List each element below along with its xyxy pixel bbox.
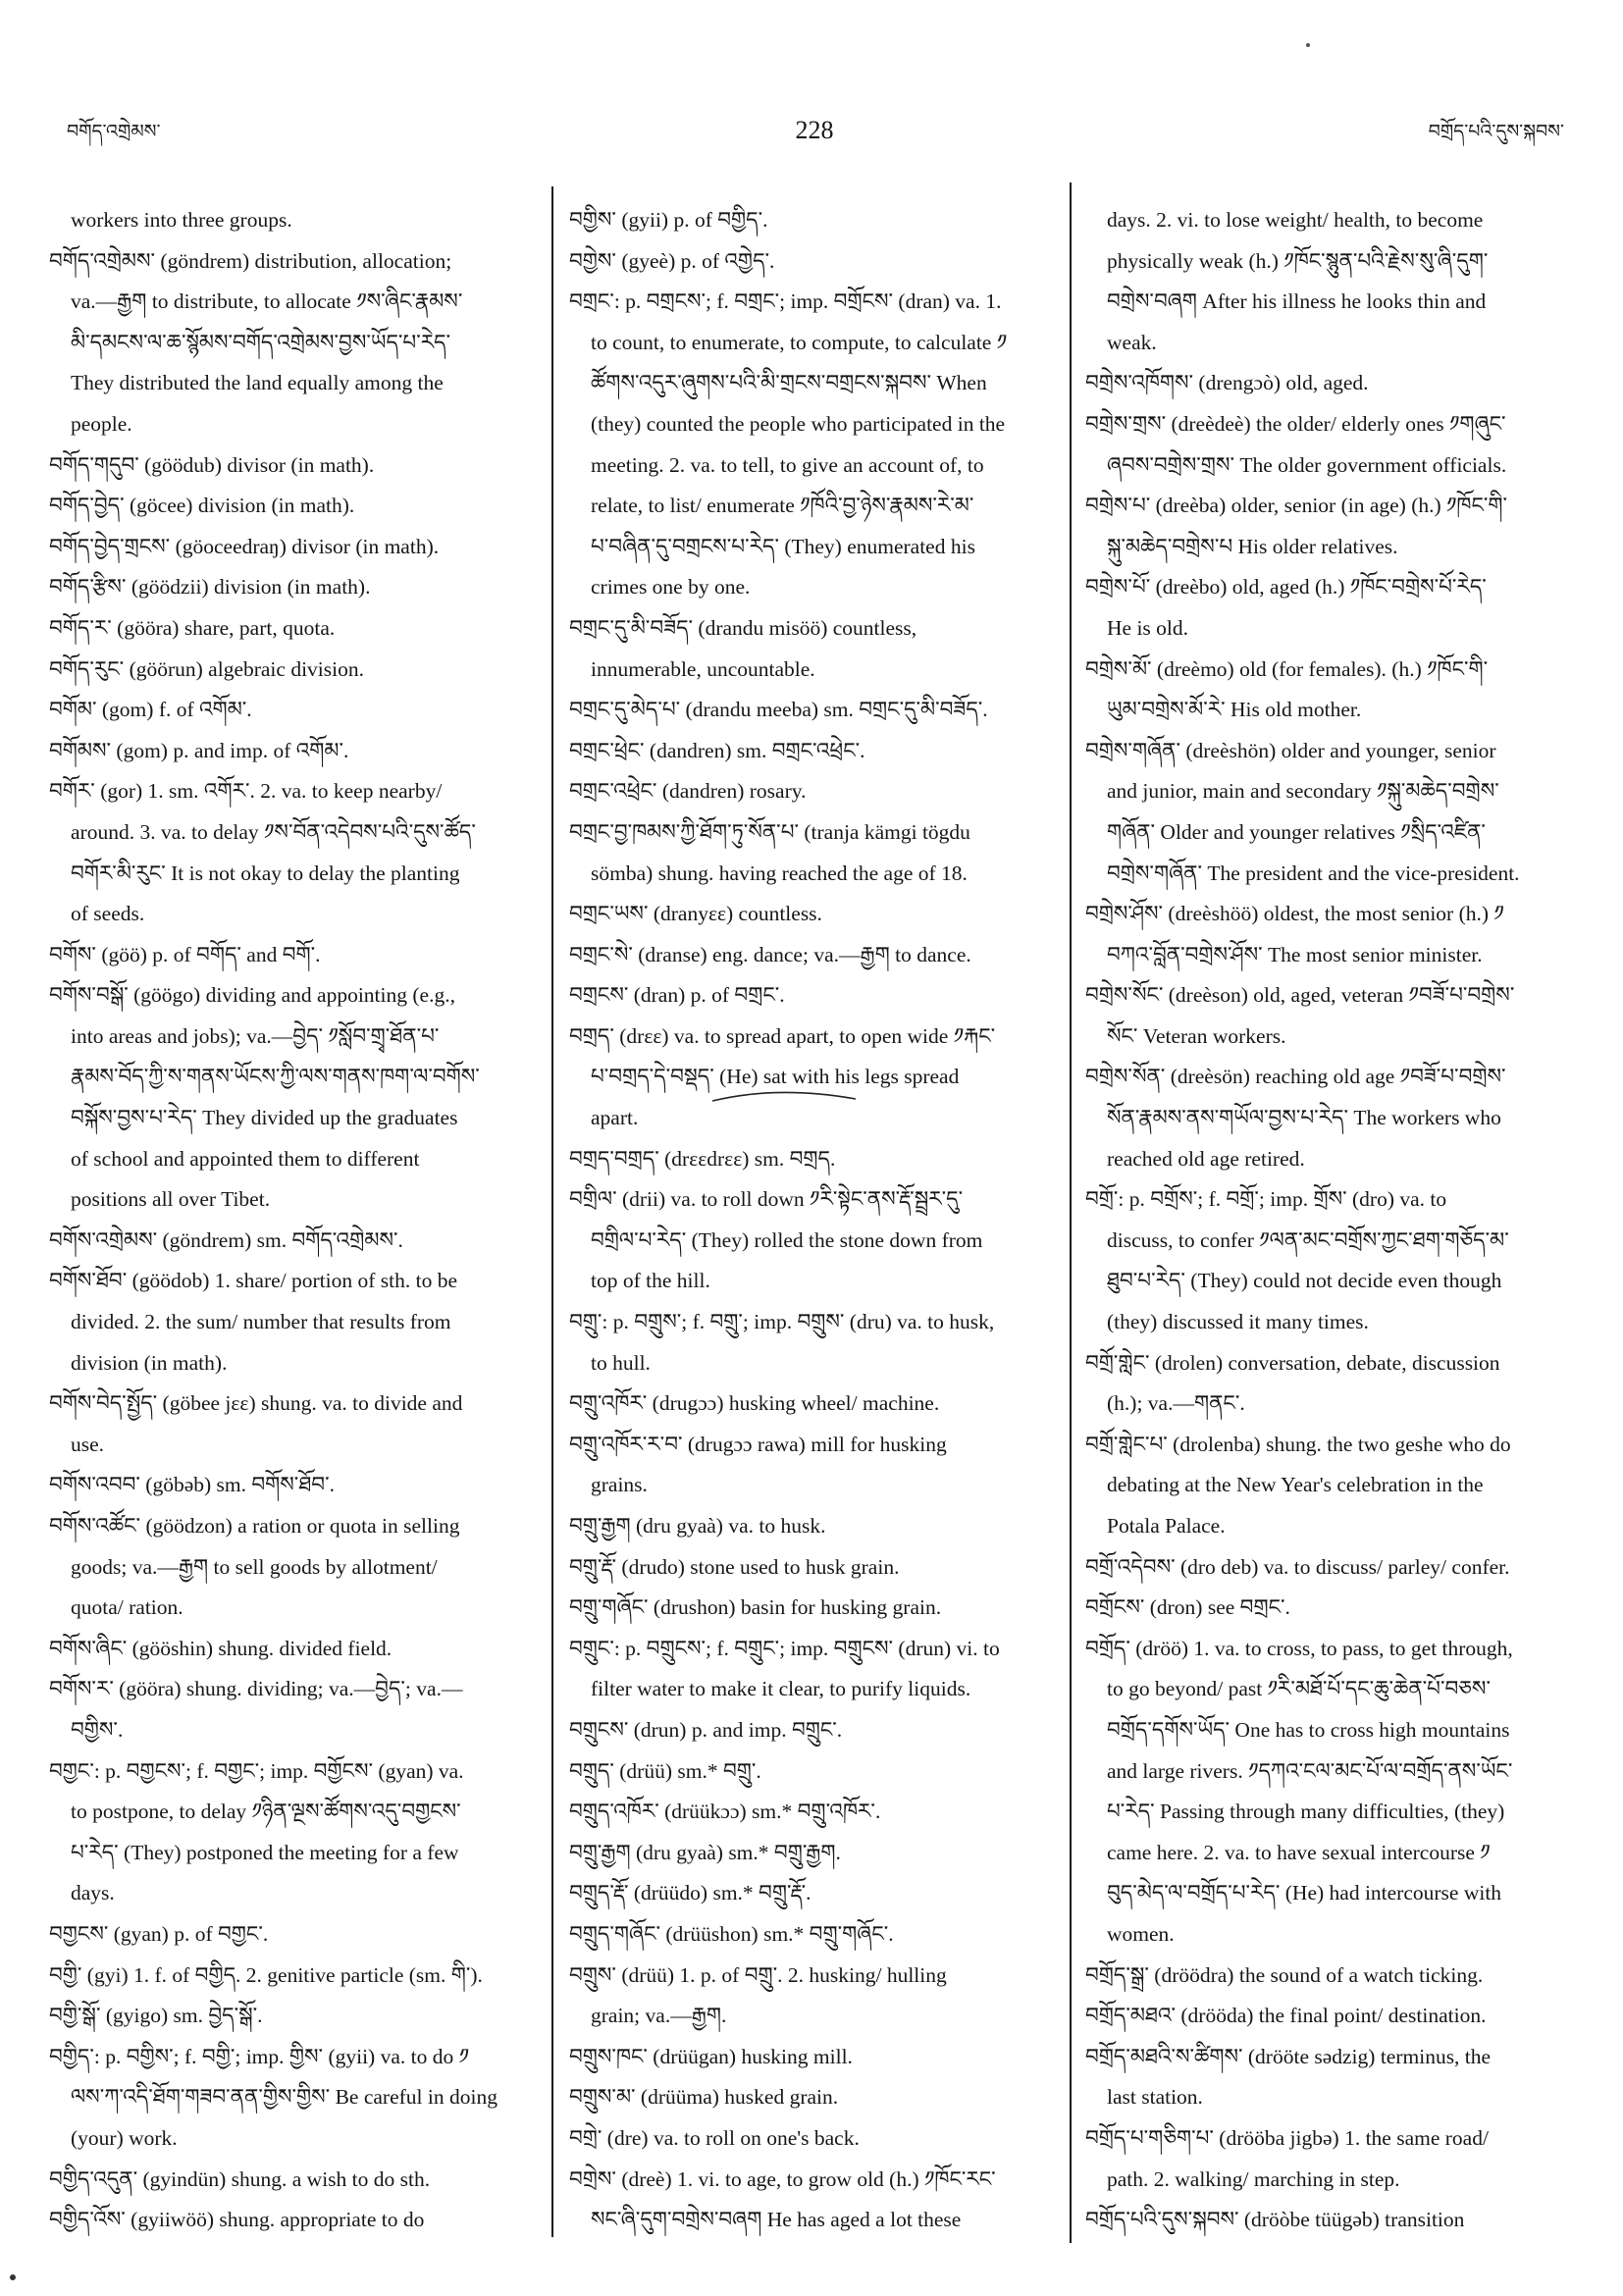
entry-line: ཡུམ་བགྲེས་མོ་རེ་ His old mother. — [1107, 698, 1362, 722]
entry-line: སྐུ་མཆེད་བགྲེས་པ His older relatives. — [1107, 534, 1398, 558]
entry-line: བགྲང་: p. བགྲངས་; f. བགྲང་; imp. བགྲོངས་ (dran) va. 1. — [569, 289, 1002, 314]
entry-line: (they) discussed it many times. — [1107, 1310, 1369, 1334]
entry-line: བགོས་འབབ་ (göbəb) sm. བགོས་ཐོབ་. — [49, 1473, 335, 1497]
entry-line: བགོད་རུང་ (göörun) algebraic division. — [49, 656, 364, 681]
entry-line: came here. 2. va. to have sexual intercourse ༡ — [1107, 1840, 1491, 1864]
entry-line: བགོས་བེད་སྤྱོད་ (göbee jɛɛ) shung. va. to divide and — [49, 1391, 463, 1416]
entry-line: བགྲུ་རྡོ་ (drudo) stone used to husk grain. — [569, 1554, 900, 1579]
entry-line: བགྲུངས་ (drun) p. and imp. བགྲུང་. — [569, 1717, 843, 1742]
entry-line: བགྱི་ (gyi) 1. f. of བགྱིད. 2. genitive particle (sm. གི་). — [49, 1962, 483, 1987]
entry-line: use. — [71, 1432, 105, 1456]
entry-line: པ་བགྲད་དེ་བསྡད་ (He) sat with his legs spread — [591, 1065, 960, 1089]
entry-line: ཚོགས་འདུར་ཞུགས་པའི་མི་གྲངས་བགྲངས་སྐབས་ When — [591, 371, 987, 395]
entry-line: བགྲེས་གྲས་ (dreèdeè) the older/ elderly ones ༡གཞུང་ — [1085, 411, 1506, 436]
entry-line: of seeds. — [71, 902, 145, 926]
entry-line: བགྱིད་: p. བགྱིས་; f. བགྱི་; imp. གྱིས་ (gyii) va. to do ༡ — [49, 2044, 470, 2068]
entry-line: བགྲིལ་པ་རེད་ (They) rolled the stone down from — [591, 1227, 983, 1252]
entry-line: བགྲོད་དགོས་ཡོད་ One has to cross high mountains — [1107, 1717, 1510, 1742]
entry-line: debating at the New Year's celebration in the — [1107, 1473, 1484, 1497]
entry-line: བགོད་གདུབ་ (göödub) divisor (in math). — [49, 452, 375, 477]
entry-line: བཀའ་བློན་བགྲེས་ཤོས་ The most senior minister. — [1107, 942, 1483, 966]
entry-line: བགྲང་འཕྲེང་ (dandren) rosary. — [569, 779, 807, 804]
entry-line: བགྲུས་ (drüü) 1. p. of བགྲུ་. 2. husking/ hulling — [569, 1962, 947, 1987]
entry-line: བགྲང་ཕྲེང་ (dandren) sm. བགྲང་འཕྲེང་. — [569, 738, 865, 762]
entry-line: ལས་ཀ་འདི་ཐོག་གཟབ་ནན་གྱིས་གྱིས་ Be careful in doing — [71, 2085, 497, 2110]
entry-line: into areas and jobs); va.—བྱེད་ ༡སློབ་གྲྭ་ཐོན་པ་ — [71, 1023, 440, 1048]
entry-line: བགྲོད་པའི་དུས་སྐབས་ (dröòbe tüügəb) transition — [1085, 2208, 1465, 2232]
entry-line: བསྐོས་བྱས་པ་རེད་ They divided up the graduates — [71, 1106, 458, 1130]
entry-line: to count, to enumerate, to compute, to calculate ༡ — [591, 330, 1008, 354]
entry-line: innumerable, uncountable. — [591, 656, 815, 681]
entry-line: divided. 2. the sum/ number that results from — [71, 1310, 451, 1334]
entry-line: བགྲུད་ (drüü) sm.* བགྲུ་. — [569, 1758, 761, 1783]
entry-line: བགྲངས་ (dran) p. of བགྲང་. — [569, 983, 785, 1008]
entry-line: goods; va.—རྒྱག to sell goods by allotment/ — [71, 1554, 438, 1579]
entry-line: བགྲུ་གཞོང་ (drushon) basin for husking grain. — [569, 1595, 942, 1620]
entry-line: བགྲེས་བཞག After his illness he looks thin and — [1107, 289, 1487, 314]
entry-line: བགྲང་དུ་མེད་པ་ (drandu meeba) sm. བགྲང་དུ་མི་བཟོད་. — [569, 698, 988, 722]
column-middle — [569, 200, 1070, 2241]
entry-line: བགོད་བྱེད་གྲངས་ (göoceedraŋ) divisor (in math). — [49, 534, 440, 558]
entry-line: days. 2. vi. to lose weight/ health, to become — [1107, 208, 1484, 232]
entry-line: བགོད་བྱེད་ (göcee) division (in math). — [49, 494, 355, 518]
entry-line: བགྲོ་གླེང་པ་ (drolenba) shung. the two geshe who do — [1085, 1432, 1511, 1456]
entry-line: བགྲུད་འཁོར་ (drüükɔɔ) sm.* བགྲུ་འཁོར་. — [569, 1800, 881, 1824]
entry-line: པ་བཞིན་དུ་བགྲངས་པ་རེད་ (They) enumerated his — [591, 534, 975, 558]
entry-line: གཞོན་ Older and younger relatives ༡སྲིད་འཛིན་ — [1107, 819, 1486, 844]
entry-line: They distributed the land equally among the — [71, 371, 444, 395]
entry-line: བུད་མེད་ལ་བགྲོད་པ་རེད་ (He) had intercourse with — [1107, 1881, 1502, 1905]
entry-line: and large rivers. ༡དཀའ་ངལ་མང་པོ་ལ་བགྲོད་ནས་ཡོང་ — [1107, 1758, 1513, 1783]
entry-line: apart. — [591, 1106, 639, 1130]
entry-line: (h.); va.—གནང་. — [1107, 1391, 1245, 1416]
entry-line: བགྲད་བགྲད་ (drɛɛdrɛɛ) sm. བགྲད. — [569, 1146, 836, 1171]
entry-line: (they) counted the people who participated in the — [591, 411, 1006, 436]
entry-line: division (in math). — [71, 1350, 228, 1375]
entry-line: He is old. — [1107, 615, 1189, 640]
entry-line: པ་རེད་ Passing through many difficulties, (they) — [1107, 1800, 1505, 1824]
running-head-left: བགོད་འགྲེམས་ — [67, 121, 161, 142]
entry-line: རྣམས་བོད་ཀྱི་ས་གནས་ཡོངས་ཀྱི་ལས་གནས་ཁག་ལ་བགོས་ — [71, 1065, 480, 1089]
entry-line: བགོས་ཐོབ་ (göödob) 1. share/ portion of sth. to be — [49, 1269, 458, 1293]
entry-line: བགྲུས་ཁང་ (drüügan) husking mill. — [569, 2044, 853, 2068]
entry-line: བགོམ་ (gom) f. of འགོམ་. — [49, 698, 252, 722]
entry-line: path. 2. walking/ marching in step. — [1107, 2166, 1400, 2191]
entry-line: བགྱེས་ (gyeè) p. of འགྱེད་. — [569, 248, 775, 273]
entry-line: བགྱིས་. — [71, 1717, 124, 1742]
entry-line: བགྲོ་འདེབས་ (dro deb) va. to discuss/ parley/ confer. — [1085, 1554, 1510, 1579]
entry-line: བགྲོད་སྒྲ་ (dröödra) the sound of a watch ticking. — [1085, 1962, 1484, 1987]
entry-line: quota/ ration. — [71, 1595, 183, 1620]
entry-line: བགྱིད་འདུན་ (gyindün) shung. a wish to do sth. — [49, 2166, 431, 2191]
entry-line: བགྲིལ་ (drii) va. to roll down ༡རི་སྟེང་ནས་རྡོ་སྦྲར་དུ་ — [569, 1187, 964, 1212]
entry-line: བགྱིད་འོས་ (gyiiwöö) shung. appropriate to do — [49, 2208, 425, 2232]
entry-line: བགོས་ཞིང་ (gööshin) shung. divided field. — [49, 1636, 393, 1660]
entry-line: བགྲུ་རྒྱག (dru gyaà) sm.* བགྲུ་རྒྱག. — [569, 1840, 841, 1864]
entry-line: བགྲེས་པོ་ (dreèbo) old, aged (h.) ༡ཁོང་བགྲེས་པོ་རེད་ — [1085, 575, 1487, 600]
entry-line: པ་རེད་ (They) postponed the meeting for a few — [71, 1840, 459, 1864]
entry-line: བགྲེས་པ་ (dreèba) older, senior (in age) (h.) ༡ཁོང་གི་ — [1085, 494, 1508, 518]
entry-line: བགྲོངས་ (dron) see བགྲང་. — [1085, 1595, 1290, 1620]
entry-line: བགྱང་: p. བགྱངས་; f. བགྱང་; imp. བགྱོངས་ (gyan) va. — [49, 1758, 464, 1783]
entry-line: people. — [71, 411, 132, 436]
entry-line: meeting. 2. va. to tell, to give an account of, to — [591, 452, 984, 477]
entry-line: of school and appointed them to different — [71, 1146, 420, 1171]
entry-line: བགོས་འཚོང་ (göödzon) a ration or quota in selling — [49, 1514, 460, 1538]
entry-line: བགྲོ་གླེང་ (drolen) conversation, debate, discussion — [1085, 1350, 1500, 1375]
entry-line: discuss, to confer ༡ལན་མང་བགྲོས་ཀྱང་ཐག་གཅོད་མ་ — [1107, 1227, 1509, 1252]
entry-line: བགྲང་ཡས་ (dranyɛɛ) countless. — [569, 902, 822, 926]
entry-line: སོན་རྣམས་ནས་གཡོལ་བྱས་པ་རེད་ The workers who — [1107, 1106, 1501, 1130]
entry-line: བགྲོ་: p. བགྲོས་; f. བགྲོ་; imp. གྲོས་ (dro) va. to — [1085, 1187, 1447, 1212]
entry-line: ཞབས་བགྲེས་གྲས་ The older government officials. — [1107, 452, 1507, 477]
entry-line: relate, to list/ enumerate ༡ཁོའི་བྱ་ཉེས་རྣམས་རེ་མ་ — [591, 494, 974, 518]
entry-line: last station. — [1107, 2085, 1203, 2110]
entry-line: around. 3. va. to delay ༡ས་བོན་འདེབས་པའི་དུས་ཚོད་ — [71, 819, 476, 844]
entry-line: བགྱངས་ (gyan) p. of བགྱང་. — [49, 1921, 269, 1946]
entry-line: བགྲོད་པ་གཅིག་པ་ (drööba jigbə) 1. the same road/ — [1085, 2125, 1489, 2150]
entry-line: grains. — [591, 1473, 648, 1497]
entry-line: བགོས་འགྲེམས་ (göndrem) sm. བགོད་འགྲེམས་. — [49, 1227, 403, 1252]
entry-line: བགོས་ (göö) p. of བགོད་ and བགོ་. — [49, 942, 321, 966]
entry-line: སོང་ Veteran workers. — [1107, 1023, 1286, 1048]
handwritten-underline — [708, 1087, 865, 1107]
entry-line: བགྲེས་ཤོས་ (dreèshöö) oldest, the most senior (h.) ༡ — [1085, 902, 1504, 926]
entry-line: grain; va.—རྒྱག. — [591, 2004, 727, 2028]
entry-line: བགོར་མི་རུང་ It is not okay to delay the planting — [71, 861, 460, 885]
entry-line: བགོམས་ (gom) p. and imp. of འགོམ་. — [49, 738, 349, 762]
entry-line: reached old age retired. — [1107, 1146, 1305, 1171]
entry-line: བགྲུས་མ་ (drüüma) husked grain. — [569, 2085, 839, 2110]
entry-line: བགྲོད་མཐའ་ (drööda) the final point/ destination. — [1085, 2004, 1487, 2028]
entry-line: and junior, main and secondary ༡སྐུ་མཆེད་བགྲེས་ — [1107, 779, 1499, 804]
entry-line: བགྲུ་: p. བགྲུས་; f. བགྲུ་; imp. བགྲུས་ (dru) va. to husk, — [569, 1310, 995, 1334]
entry-line: positions all over Tibet. — [71, 1187, 271, 1212]
column-divider-2 — [1070, 183, 1072, 2243]
entry-line: to hull. — [591, 1350, 651, 1375]
entry-line: བགོད་ར་ (gööra) share, part, quota. — [49, 615, 336, 640]
entry-line: བགྲེས་སོང་ (dreèson) old, aged, veteran ༡བཟོ་པ་བགྲེས་ — [1085, 983, 1515, 1008]
entry-line: བགྲུ་འཁོར་ (drugɔɔ) husking wheel/ machine. — [569, 1391, 940, 1416]
entry-line: མི་དམངས་ལ་ཆ་སྙོམས་བགོད་འགྲེམས་བྱས་ཡོད་པ་རེད་ — [71, 330, 451, 354]
entry-line: བགྲེས་གཞོན་ The president and the vice-president. — [1107, 861, 1520, 885]
entry-line: བགྲེས་འཁོགས་ (drengɔò) old, aged. — [1085, 371, 1369, 395]
entry-line: བགོས་ར་ (gööra) shung. dividing; va.—བྱེད་; va.— — [49, 1677, 463, 1701]
entry-line: བགོས་བསྒོ་ (göögo) dividing and appointing (e.g., — [49, 983, 455, 1008]
scan-speck — [1306, 43, 1310, 47]
entry-line: བགྲུང་: p. བགྲུངས་; f. བགྲུང་; imp. བགྲུངས་ (drun) vi. to — [569, 1636, 1000, 1660]
column-left — [49, 200, 538, 2241]
entry-line: བགྲང་དུ་མི་བཟོད་ (drandu misöö) countless, — [569, 615, 917, 640]
entry-line: women. — [1107, 1921, 1175, 1946]
entry-line: བགྲང་སེ་ (dranse) eng. dance; va.—རྒྱག to dance. — [569, 942, 971, 966]
entry-line: to postpone, to delay ༡ཉིན་ལྔས་ཚོགས་འདུ་བགྱངས་ — [71, 1800, 461, 1824]
entry-line: བགྲེས་མོ་ (dreèmo) old (for females). (h.) ༡ཁོང་གི་ — [1085, 656, 1489, 681]
entry-line: weak. — [1107, 330, 1157, 354]
entry-line: བགྲུ་འཁོར་ར་བ་ (drugɔɔ rawa) mill for husking — [569, 1432, 947, 1456]
entry-line: crimes one by one. — [591, 575, 751, 600]
entry-line: to go beyond/ past ༡རི་མཐོ་པོ་དང་ཆུ་ཆེན་པོ་བཅས་ — [1107, 1677, 1491, 1701]
entry-line: བགྲོད་ (dröö) 1. va. to cross, to pass, to get through, — [1085, 1636, 1513, 1660]
entry-line: བགྱི་སྒོ་ (gyigo) sm. བྱེད་སྒོ་. — [49, 2004, 263, 2028]
running-head-right: བགྲོད་པའི་དུས་སྐབས་ — [1428, 121, 1564, 142]
entry-line: Potala Palace. — [1107, 1514, 1226, 1538]
scan-mark — [10, 2274, 16, 2280]
entry-line: (your) work. — [71, 2125, 178, 2150]
entry-line: སང་ཞི་དུག་བགྲེས་བཞག He has aged a lot these — [591, 2208, 962, 2232]
entry-line: བགྲེ་ (dre) va. to roll on one's back. — [569, 2125, 860, 2150]
entry-line: བགོད་འགྲེམས་ (göndrem) distribution, allocation; — [49, 248, 452, 273]
entry-line: བགྲོད་མཐའི་ས་ཚིགས་ (drööte sədzig) terminus, the — [1085, 2044, 1492, 2068]
entry-line: བགྲུ་རྒྱག (dru gyaà) va. to husk. — [569, 1514, 826, 1538]
entry-line: days. — [71, 1881, 115, 1905]
entry-line: བགྲད་ (drɛɛ) va. to spread apart, to open wide ༡རྐང་ — [569, 1023, 996, 1048]
column-right — [1085, 200, 1584, 2241]
entry-line: sömba) shung. having reached the age of 18. — [591, 861, 968, 885]
entry-line: filter water to make it clear, to purify liquids. — [591, 1677, 971, 1701]
entry-line: physically weak (h.) ༡ཁོང་སྙུན་པའི་རྗེས་སུ་ཞི་དུག་ — [1107, 248, 1489, 273]
entry-line: བགྲང་བྱ་ཁམས་ཀྱི་ཐོག་ཏུ་སོན་པ་ (tranja kämgi tögdu — [569, 819, 970, 844]
column-divider-1 — [551, 186, 553, 2237]
entry-line: va.—རྒྱག to distribute, to allocate ༡ས་ཞིང་རྣམས་ — [71, 289, 463, 314]
entry-line: བགོད་རྩིས་ (göödzii) division (in math). — [49, 575, 371, 600]
entry-line: ཐུབ་པ་རེད་ (They) could not decide even though — [1107, 1269, 1502, 1293]
entry-line: workers into three groups. — [71, 208, 292, 232]
entry-line: བགྲེས་གཞོན་ (dreèshön) older and younger, senior — [1085, 738, 1496, 762]
entry-line: བགྲུད་གཞོང་ (drüüshon) sm.* བགྲུ་གཞོང་. — [569, 1921, 894, 1946]
page-number: 228 — [795, 116, 834, 144]
entry-line: བགྲེས་སོན་ (dreèsön) reaching old age ༡བཟོ་པ་བགྲེས་ — [1085, 1065, 1506, 1089]
entry-line: top of the hill. — [591, 1269, 710, 1293]
entry-line: བགྱིས་ (gyii) p. of བགྱིད་. — [569, 208, 768, 232]
entry-line: བགོར་ (gor) 1. sm. འགོར་. 2. va. to keep nearby/ — [49, 779, 443, 804]
entry-line: བགྲེས་ (dreè) 1. vi. to age, to grow old (h.) ༡ཁོང་རང་ — [569, 2166, 996, 2191]
entry-line: བགྲུད་རྡོ་ (drüüdo) sm.* བགྲུ་རྡོ་. — [569, 1881, 812, 1905]
